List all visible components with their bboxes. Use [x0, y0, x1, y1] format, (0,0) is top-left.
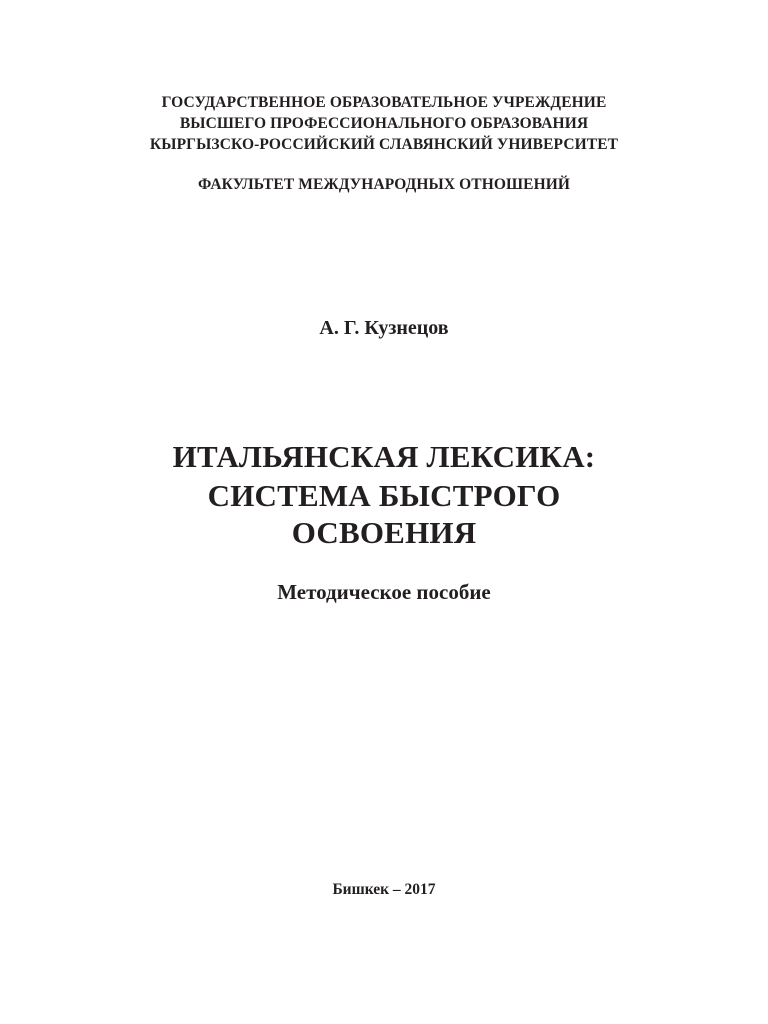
- book-subtitle: Методическое пособие: [277, 580, 491, 604]
- place-and-year: Бишкек – 2017: [332, 881, 436, 898]
- institution-line-3: КЫРГЫЗСКО-РОССИЙСКИЙ СЛАВЯНСКИЙ УНИВЕРСИТЕТ: [149, 136, 619, 153]
- institution-line-1: ГОСУДАРСТВЕННОЕ ОБРАЗОВАТЕЛЬНОЕ УЧРЕЖДЕНИЕ: [161, 94, 607, 111]
- book-title-line-2: СИСТЕМА БЫСТРОГО: [207, 478, 561, 513]
- book-title-line-3: ОСВОЕНИЯ: [291, 515, 477, 550]
- author-name: А. Г. Кузнецов: [319, 317, 449, 339]
- book-title-line-1: ИТАЛЬЯНСКАЯ ЛЕКСИКА:: [172, 439, 596, 474]
- faculty-name: ФАКУЛЬТЕТ МЕЖДУНАРОДНЫХ ОТНОШЕНИЙ: [197, 176, 571, 193]
- institution-line-2: ВЫСШЕГО ПРОФЕССИОНАЛЬНОГО ОБРАЗОВАНИЯ: [179, 115, 589, 132]
